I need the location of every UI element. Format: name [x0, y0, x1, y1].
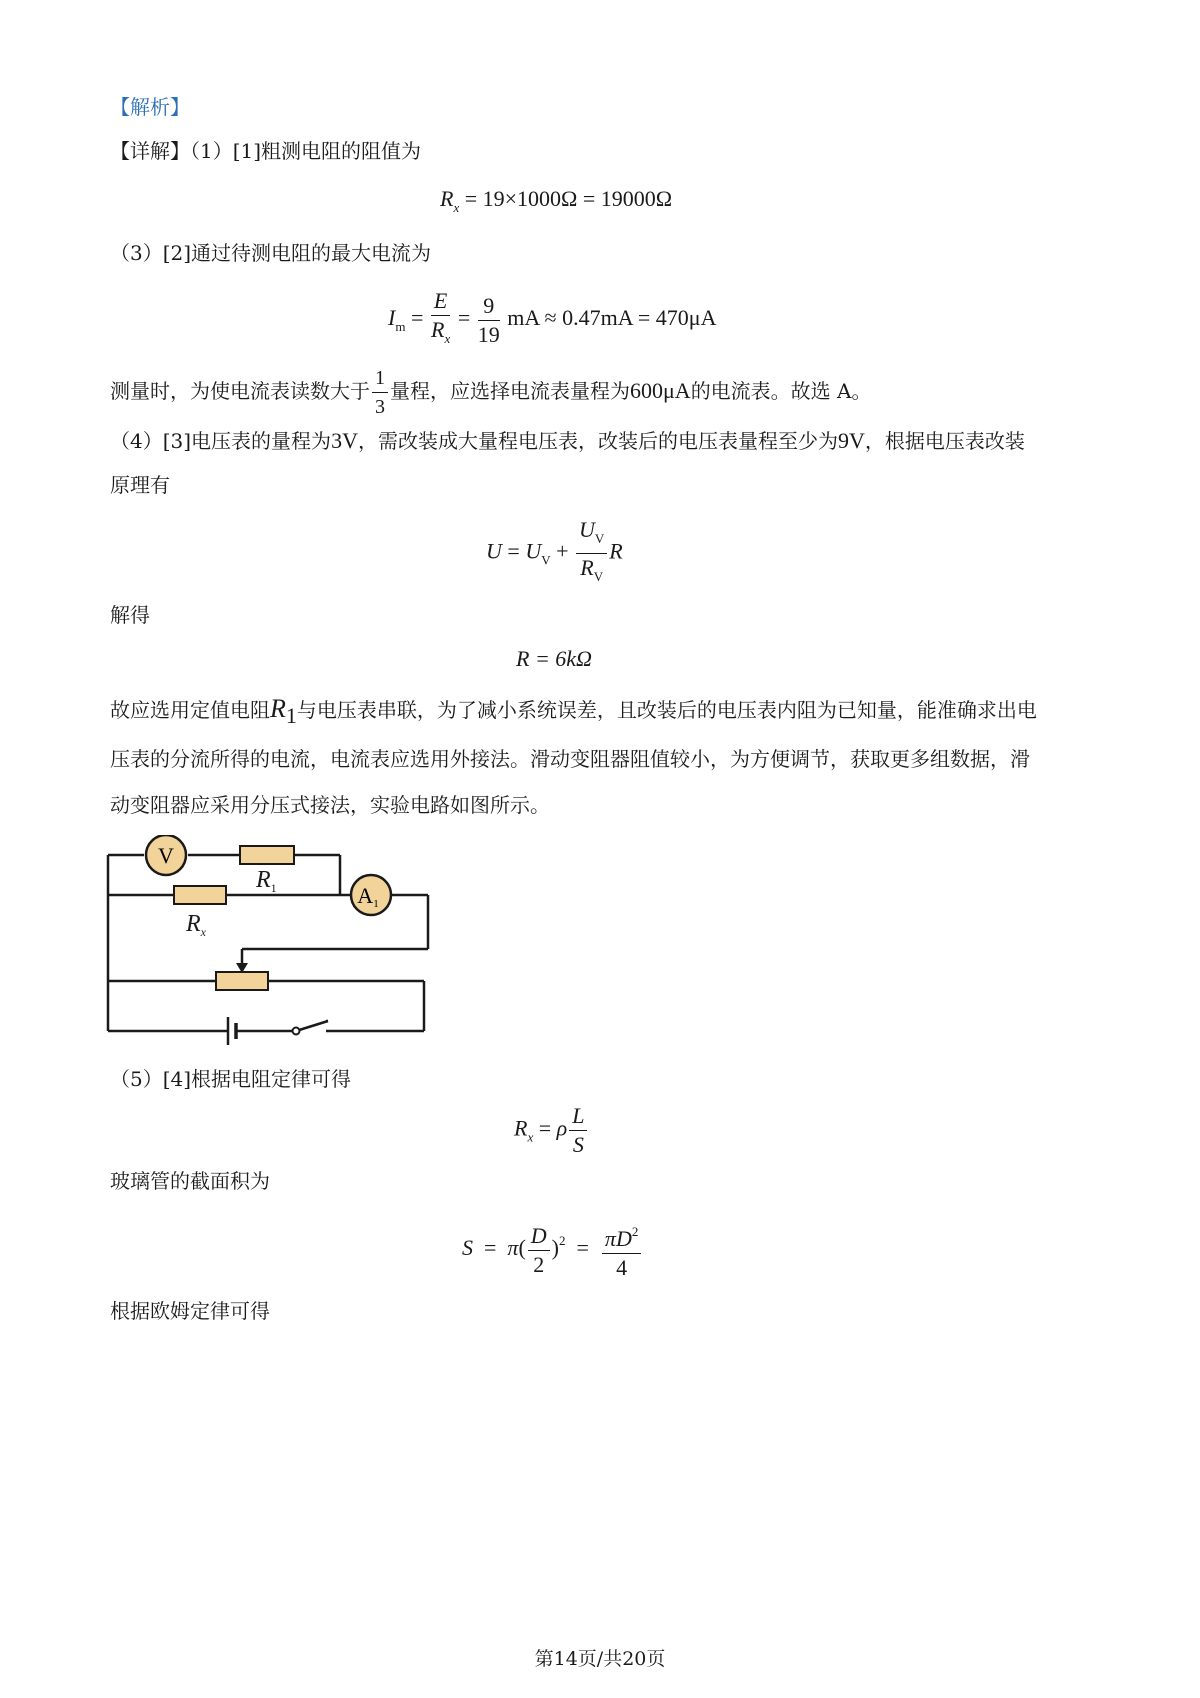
- paragraph-cross-section: 玻璃管的截面积为: [110, 1169, 270, 1193]
- paragraph-solve: 解得: [110, 603, 150, 627]
- equation-voltmeter-conversion: $U = U_V$ + $\frac{U_V}{R_V}$ R: [486, 517, 623, 584]
- rheostat: [216, 972, 268, 990]
- resistor-r1: [240, 846, 294, 864]
- equation-max-current: $I_m$ = $\frac{E}{R_x}$ = $\frac{9}{19}$ mA ≈ 0.47mA = 470μA: [388, 288, 717, 347]
- equation-area: S = π( $\frac{D}{2}$ )$^2$ = $\frac{\pi D^2}{4}$: [462, 1218, 643, 1282]
- circuit-diagram: [100, 835, 440, 1057]
- ammeter-label: A1: [357, 883, 379, 910]
- rx-label: $R_x$: [186, 911, 206, 939]
- paragraph-detail-5: （5）[4]根据电阻定律可得: [110, 1067, 352, 1091]
- page-footer: 第14页/共20页: [534, 1648, 666, 1670]
- r1-label: $R_1$: [256, 867, 277, 895]
- switch-icon: [293, 1028, 300, 1035]
- paragraph-divider-connection: 动变阻器应采用分压式接法，实验电路如图所示。: [110, 793, 550, 817]
- paragraph-ohm-law: 根据欧姆定律可得: [110, 1299, 270, 1323]
- equation-resistance-law: $R_x = \rho$ $\frac{L}{S}$: [514, 1102, 589, 1159]
- paragraph-principle: 原理有: [110, 473, 170, 497]
- equation-r-result: R = 6kΩ: [516, 646, 592, 671]
- section-head: 【解析】: [110, 95, 190, 119]
- paragraph-ammeter-choice: 测量时，为使电流表读数大于 $\frac{1}{3}$ 量程，应选择电流表量程为600μA的电流表。故选 A。: [110, 364, 872, 421]
- resistor-rx: [174, 886, 226, 904]
- equation-rx-value: $R_x = 19\times 1000\Omega = 19000\Omega$: [440, 186, 673, 215]
- paragraph-detail-4: （4）[3]电压表的量程为3V，需改装成大量程电压表，改装后的电压表量程至少为9V，根据电压表改装: [110, 428, 1025, 453]
- paragraph-detail-3: （3）[2]通过待测电阻的最大电流为: [110, 241, 432, 265]
- paragraph-r1-series: 故应选用定值电阻R1与电压表串联，为了减小系统误差，且改装后的电压表内阻为已知量，能准确求出电: [110, 694, 1037, 728]
- paragraph-detail-1: 【详解】（1）[1]粗测电阻的阻值为: [110, 139, 422, 163]
- voltmeter-label: V: [158, 843, 174, 868]
- paragraph-external-connection: 压表的分流所得的电流，电流表应选用外接法。滑动变阻器阻值较小，为方便调节，获取更多组数据，滑: [110, 747, 1030, 771]
